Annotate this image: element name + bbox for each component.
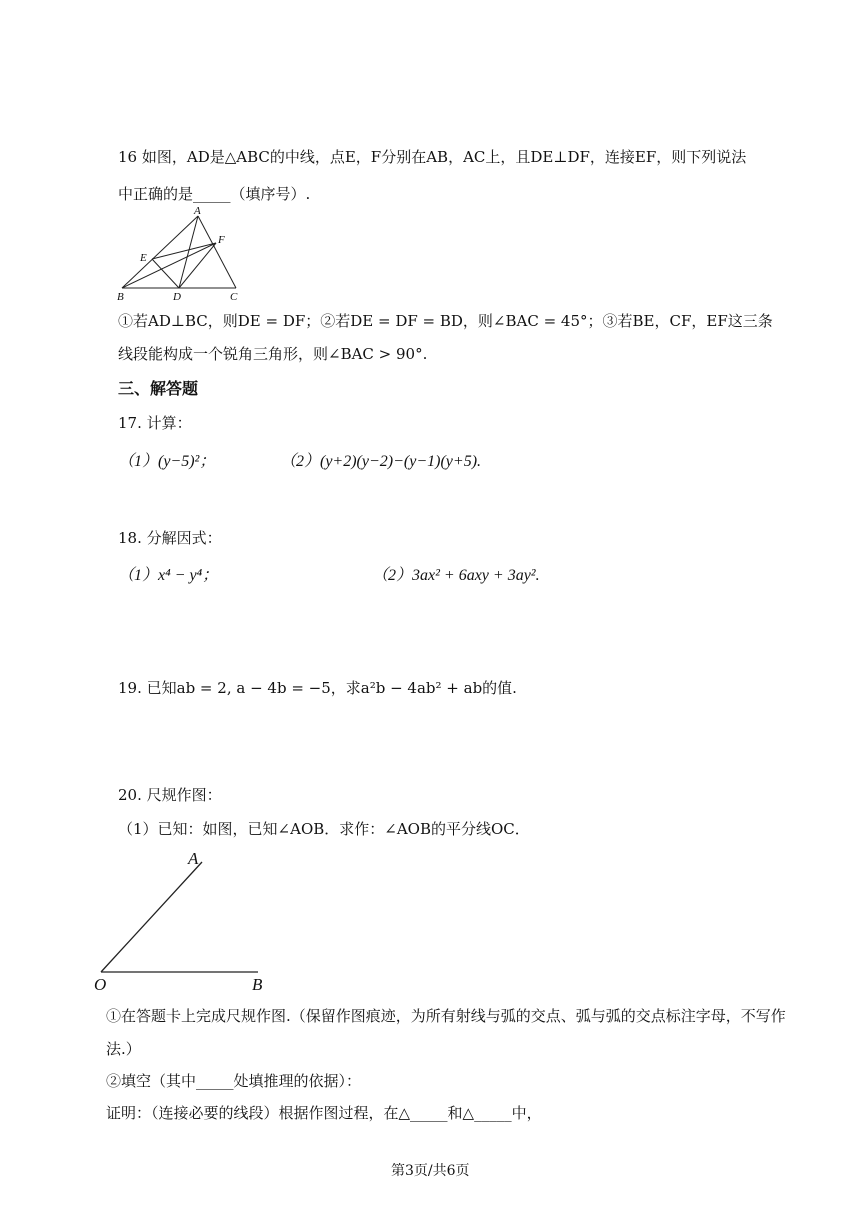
page-number: 第3页/共6页 — [391, 1163, 470, 1179]
q17-part2: （2）(y+2)(y−2)−(y−1)(y+5). — [280, 453, 482, 470]
q16-options-line2: 线段能构成一个锐角三角形，则∠BAC > 90°. — [118, 345, 428, 363]
q17-title: 17. 计算： — [118, 414, 192, 432]
q16-line2: 中正确的是_____（填序号）. — [118, 185, 311, 203]
q20-part1: （1）已知：如图，已知∠AOB．求作：∠AOB的平分线OC． — [118, 820, 530, 838]
q16-label-F: F — [218, 234, 225, 246]
q16-triangle-figure — [112, 206, 252, 302]
q20-title: 20. 尺规作图： — [118, 786, 222, 804]
q16-options-line1: ①若AD⊥BC，则DE = DF；②若DE = DF = BD，则∠BAC = 45°；③若BE，CF，EF这三条 — [118, 312, 773, 330]
q17-part1: （1）(y−5)²； — [118, 453, 216, 470]
q20-instr1-line2: 法.） — [106, 1040, 141, 1058]
q16-label-A: A — [194, 205, 201, 217]
q18-part1: （1）x⁴ − y⁴； — [118, 567, 219, 584]
q20-instr2: ②填空（其中_____处填推理的依据）： — [106, 1072, 362, 1090]
q20-label-A: A — [188, 849, 199, 868]
section3-title: 三、解答题 — [118, 379, 199, 398]
q20-instr1-line1: ①在答题卡上完成尺规作图.（保留作图痕迹，为所有射线与弧的交点、弧与弧的交点标注字母，不写作 — [106, 1007, 786, 1025]
q16-label-C: C — [230, 291, 238, 303]
q16-line1: 16 如图，AD是△ABC的中线，点E，F分别在AB，AC上，且DE⊥DF，连接EF，则下列说法 — [118, 148, 747, 166]
q18-part2: （2）3ax² + 6axy + 3ay². — [372, 567, 540, 584]
q19-text: 19. 已知ab = 2, a − 4b = −5，求a²b − 4ab² + ab的值. — [118, 679, 517, 697]
q18-title: 18. 分解因式： — [118, 529, 222, 547]
q20-angle-figure — [90, 848, 280, 994]
q20-label-B: B — [252, 975, 263, 994]
q16-label-D: D — [173, 291, 181, 303]
q16-label-E: E — [140, 252, 147, 264]
q20-proof: 证明：（连接必要的线段）根据作图过程，在△_____和△_____中， — [106, 1104, 542, 1122]
q20-label-O: O — [94, 975, 107, 994]
q16-label-B: B — [117, 291, 124, 303]
